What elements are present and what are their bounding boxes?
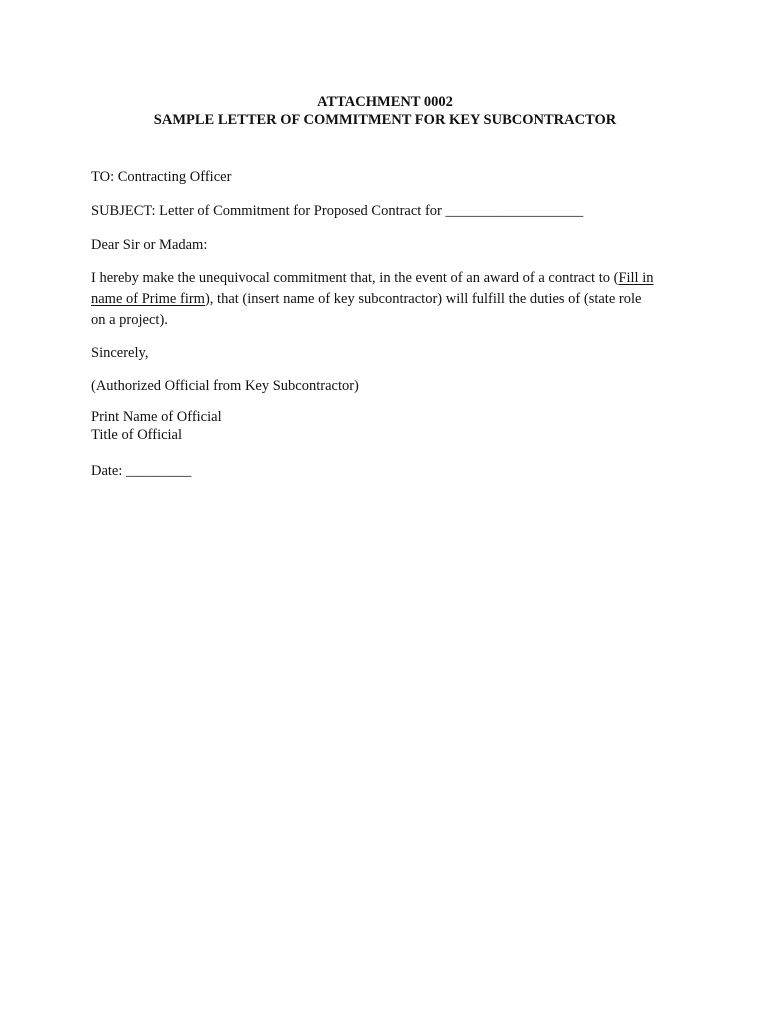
title-of-official-line: Title of Official — [91, 427, 183, 443]
salutation: Dear Sir or Madam: — [91, 237, 208, 253]
date-line: Date: _________ — [91, 463, 192, 479]
body-paragraph-line-3: on a project). — [91, 312, 168, 328]
prime-firm-placeholder: Fill in — [618, 270, 654, 286]
to-line: TO: Contracting Officer — [91, 169, 232, 185]
body-paragraph-line-1 — [91, 269, 654, 287]
body-text: ), that (insert name of key subcontractor) will fulfill the duties of (state role — [204, 291, 642, 307]
subject-line: SUBJECT: Letter of Commitment for Proposed Contract for ___________________ — [91, 203, 584, 219]
document-title: SAMPLE LETTER OF COMMITMENT FOR KEY SUBCONTRACTOR — [153, 112, 617, 128]
print-name-line: Print Name of Official — [91, 409, 222, 425]
body-paragraph-line-2 — [91, 290, 641, 308]
attachment-heading: ATTACHMENT 0002 — [317, 94, 453, 110]
body-text: I hereby make the unequivocal commitment that, in the event of an award of a contract to ( — [91, 270, 619, 286]
prime-firm-placeholder-continued: name of Prime firm — [91, 291, 205, 307]
signer-line: (Authorized Official from Key Subcontractor) — [91, 378, 359, 394]
closing: Sincerely, — [91, 345, 149, 361]
